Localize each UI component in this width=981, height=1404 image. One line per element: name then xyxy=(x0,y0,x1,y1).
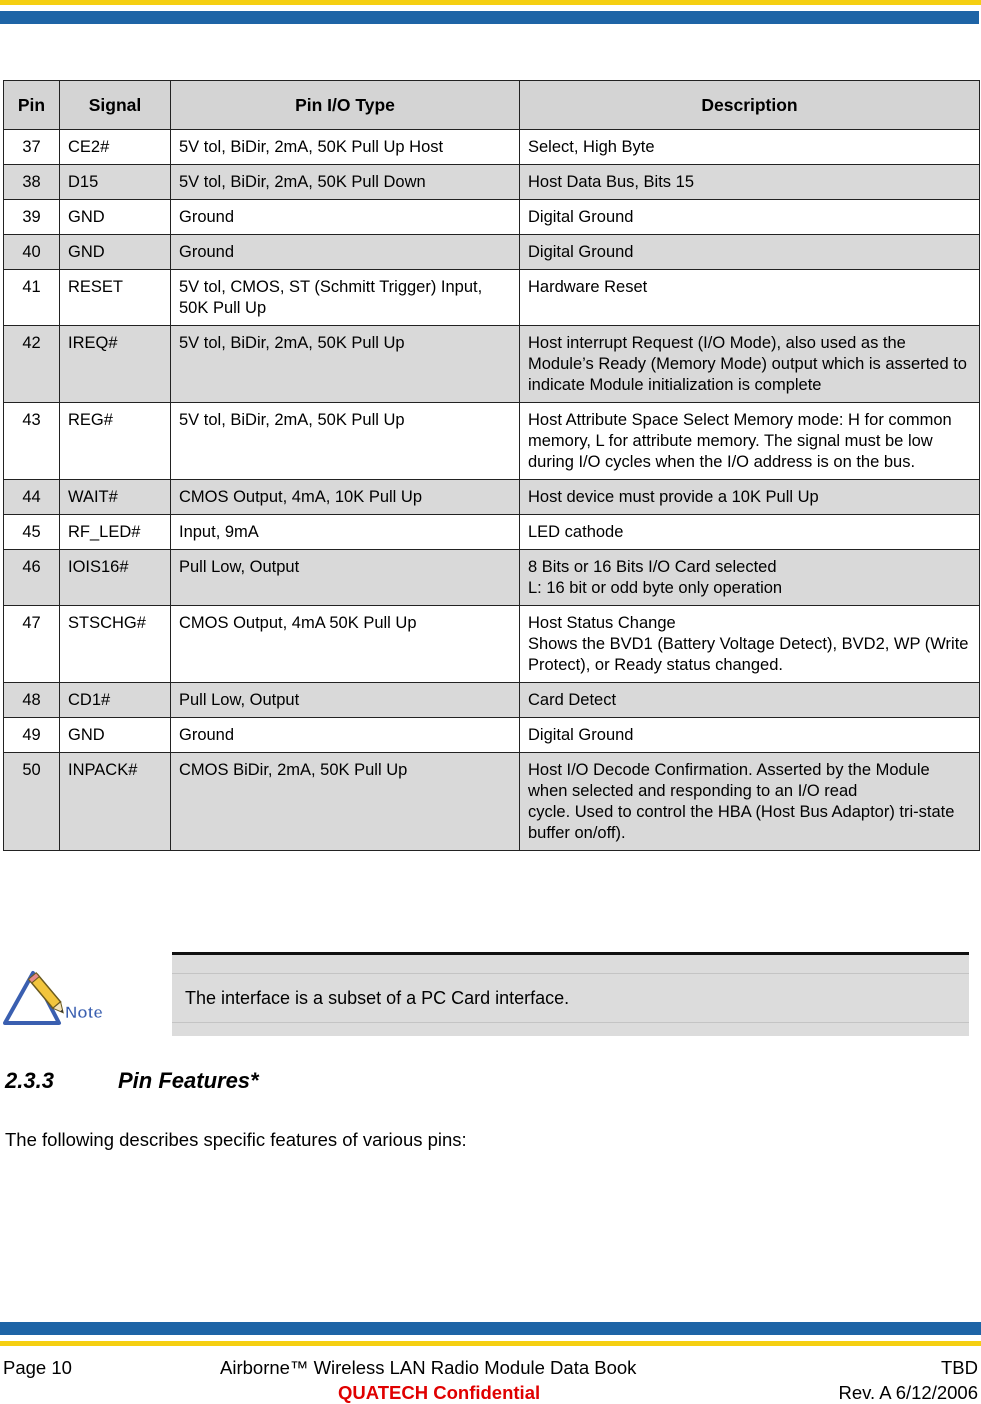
io-type: 5V tol, CMOS, ST (Schmitt Trigger) Input, 50K Pull Up xyxy=(171,270,520,326)
note-icon-label: Note xyxy=(65,1003,103,1022)
signal-name: STSCHG# xyxy=(60,606,171,683)
col-header-description: Description xyxy=(520,81,980,130)
note-text: The interface is a subset of a PC Card interface. xyxy=(185,988,570,1008)
io-type: CMOS Output, 4mA 50K Pull Up xyxy=(171,606,520,683)
footer-confidential: QUATECH Confidential xyxy=(338,1382,541,1403)
section-number: 2.3.3 xyxy=(5,1068,54,1093)
signal-name: GND xyxy=(60,718,171,753)
pin-number: 41 xyxy=(4,270,60,326)
pin-number: 47 xyxy=(4,606,60,683)
description: Host Status Change Shows the BVD1 (Battery Voltage Detect), BVD2, WP (Write Protect), or Ready status changed. xyxy=(520,606,980,683)
footer-page-number: Page 10 xyxy=(3,1357,72,1378)
pin-number: 44 xyxy=(4,480,60,515)
table-row xyxy=(4,270,980,326)
table-row xyxy=(4,235,980,270)
description: Host interrupt Request (I/O Mode), also used as the Module’s Ready (Memory Mode) output which is asserted to indicate Module initialization is complete xyxy=(520,326,980,403)
description: Digital Ground xyxy=(520,200,980,235)
io-type: 5V tol, BiDir, 2mA, 50K Pull Down xyxy=(171,165,520,200)
col-header-io-type: Pin I/O Type xyxy=(171,81,520,130)
io-type: CMOS Output, 4mA, 10K Pull Up xyxy=(171,480,520,515)
table-row xyxy=(4,550,980,606)
description: Host Data Bus, Bits 15 xyxy=(520,165,980,200)
pin-number: 40 xyxy=(4,235,60,270)
io-type: 5V tol, BiDir, 2mA, 50K Pull Up Host xyxy=(171,130,520,165)
table-row xyxy=(4,480,980,515)
col-header-pin: Pin xyxy=(4,81,60,130)
note-box xyxy=(172,952,969,1036)
description: Host device must provide a 10K Pull Up xyxy=(520,480,980,515)
io-type: Input, 9mA xyxy=(171,515,520,550)
table-row xyxy=(4,683,980,718)
footer-document-title: Airborne™ Wireless LAN Radio Module Data Book xyxy=(220,1357,637,1378)
pin-number: 50 xyxy=(4,753,60,851)
table-row xyxy=(4,130,980,165)
io-type: Pull Low, Output xyxy=(171,683,520,718)
pin-number: 45 xyxy=(4,515,60,550)
pin-table xyxy=(3,80,980,851)
io-type: CMOS BiDir, 2mA, 50K Pull Up xyxy=(171,753,520,851)
pin-number: 42 xyxy=(4,326,60,403)
table-row xyxy=(4,753,980,851)
pin-number: 37 xyxy=(4,130,60,165)
pin-number: 38 xyxy=(4,165,60,200)
section-title: Pin Features* xyxy=(118,1068,259,1093)
table-row xyxy=(4,326,980,403)
signal-name: GND xyxy=(60,235,171,270)
pin-number: 48 xyxy=(4,683,60,718)
footer-yellow-rule xyxy=(0,1341,981,1346)
section-body: The following describes specific features of various pins: xyxy=(5,1129,467,1150)
table-row xyxy=(4,718,980,753)
signal-name: REG# xyxy=(60,403,171,480)
signal-name: RESET xyxy=(60,270,171,326)
col-header-signal: Signal xyxy=(60,81,171,130)
pin-number: 49 xyxy=(4,718,60,753)
description: Select, High Byte xyxy=(520,130,980,165)
table-row xyxy=(4,403,980,480)
io-type: Ground xyxy=(171,235,520,270)
signal-name: CD1# xyxy=(60,683,171,718)
io-type: 5V tol, BiDir, 2mA, 50K Pull Up xyxy=(171,403,520,480)
io-type: Ground xyxy=(171,718,520,753)
description: Host Attribute Space Select Memory mode: H for common memory, L for attribute memory. The signal must be low during I/O cycles when the I/O address is on the bus. xyxy=(520,403,980,480)
description: Hardware Reset xyxy=(520,270,980,326)
description: LED cathode xyxy=(520,515,980,550)
pin-number: 39 xyxy=(4,200,60,235)
io-type: 5V tol, BiDir, 2mA, 50K Pull Up xyxy=(171,326,520,403)
pin-number: 43 xyxy=(4,403,60,480)
table-row xyxy=(4,606,980,683)
signal-name: INPACK# xyxy=(60,753,171,851)
io-type: Pull Low, Output xyxy=(171,550,520,606)
table-header-row xyxy=(4,81,980,130)
signal-name: WAIT# xyxy=(60,480,171,515)
table-row xyxy=(4,200,980,235)
description: Host I/O Decode Confirmation. Asserted by the Module when selected and responding to an I/O read cycle. Used to control the HBA (Host Bus Adaptor) tri-state buffer on/off). xyxy=(520,753,980,851)
table-row xyxy=(4,165,980,200)
header-yellow-rule xyxy=(0,0,981,5)
signal-name: CE2# xyxy=(60,130,171,165)
header-blue-bar xyxy=(0,11,979,24)
note-divider xyxy=(172,973,969,974)
signal-name: GND xyxy=(60,200,171,235)
footer-blue-bar xyxy=(0,1322,981,1335)
note-icon xyxy=(3,965,118,1025)
io-type: Ground xyxy=(171,200,520,235)
description: Digital Ground xyxy=(520,718,980,753)
pin-number: 46 xyxy=(4,550,60,606)
description: 8 Bits or 16 Bits I/O Card selected L: 16 bit or odd byte only operation xyxy=(520,550,980,606)
description: Card Detect xyxy=(520,683,980,718)
description: Digital Ground xyxy=(520,235,980,270)
signal-name: IREQ# xyxy=(60,326,171,403)
table-row xyxy=(4,515,980,550)
signal-name: IOIS16# xyxy=(60,550,171,606)
footer-tbd: TBD xyxy=(941,1357,978,1378)
footer-revision: Rev. A 6/12/2006 xyxy=(838,1382,978,1403)
signal-name: D15 xyxy=(60,165,171,200)
signal-name: RF_LED# xyxy=(60,515,171,550)
note-divider xyxy=(172,1022,969,1023)
